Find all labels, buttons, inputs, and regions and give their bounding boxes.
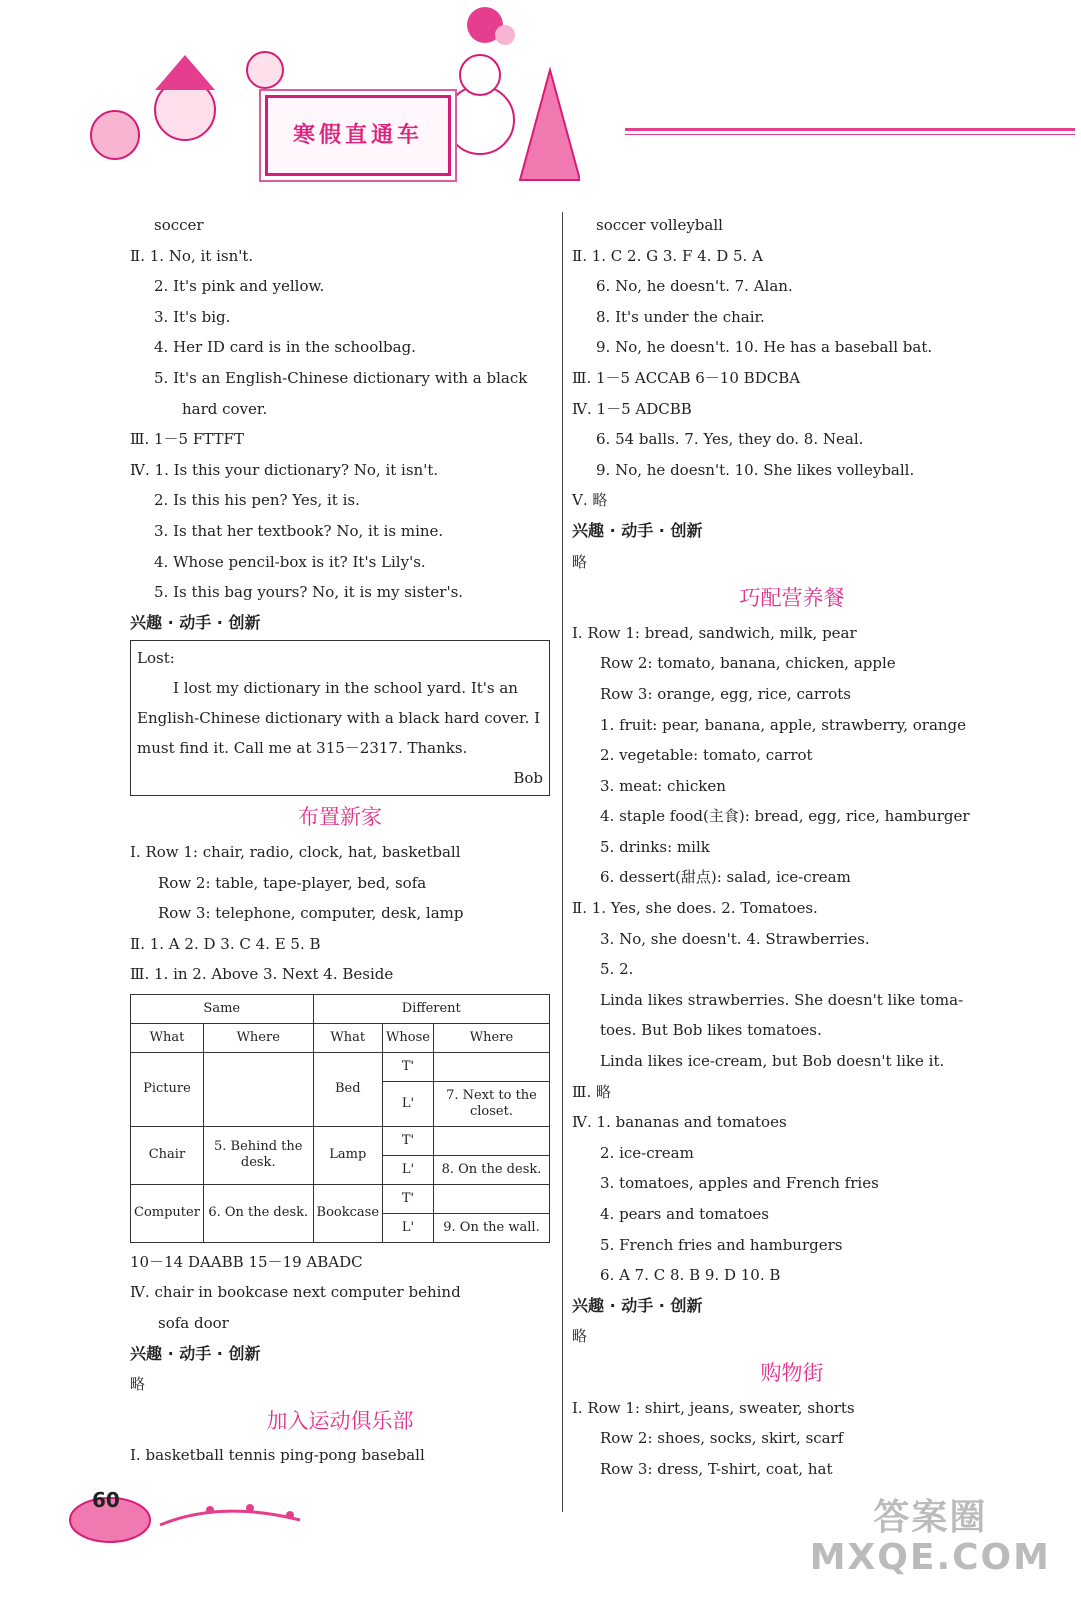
section-label: 兴趣 · 动手 · 创新 xyxy=(572,1295,703,1315)
table-cell: L' xyxy=(383,1213,434,1242)
table-cell xyxy=(433,1126,549,1155)
table-cell xyxy=(433,1052,549,1081)
table-cell: L' xyxy=(383,1081,434,1126)
comparison-table xyxy=(130,994,550,1243)
answer-line: Ⅲ. 1－5 ACCAB 6－10 BDCBA xyxy=(572,368,801,387)
table-cell: Bookcase xyxy=(313,1184,382,1242)
answer-line: Ⅳ. chair in bookcase next computer behind xyxy=(130,1283,461,1302)
answer-line: Ⅳ. 1－5 ADCBB xyxy=(572,399,692,418)
answer-line: 2. It's pink and yellow. xyxy=(154,277,325,296)
answer-line: Ⅱ. 1. C 2. G 3. F 4. D 5. A xyxy=(572,246,763,265)
answer-line: 1. fruit: pear, banana, apple, strawberry, orange xyxy=(600,715,967,734)
table-cell: T' xyxy=(383,1052,434,1081)
answer-line: 9. No, he doesn't. 10. She likes volleyball. xyxy=(596,460,915,479)
answer-line: Row 3: orange, egg, rice, carrots xyxy=(600,684,851,703)
section-label: 兴趣 · 动手 · 创新 xyxy=(130,612,261,632)
answer-line: sofa door xyxy=(158,1314,229,1333)
answer-line: 2. ice-cream xyxy=(600,1143,694,1162)
answer-line: soccer xyxy=(154,216,204,234)
header-rule-thin xyxy=(625,134,1075,135)
answer-line: Row 3: telephone, computer, desk, lamp xyxy=(158,904,464,923)
table-cell xyxy=(433,1184,549,1213)
answer-line: toes. But Bob likes tomatoes. xyxy=(600,1021,822,1040)
banner-box xyxy=(265,95,451,176)
header-rule xyxy=(625,128,1075,131)
answer-line: 6. No, he doesn't. 7. Alan. xyxy=(596,277,793,296)
answer-line: Row 2: table, tape-player, bed, sofa xyxy=(158,873,427,892)
answer-line: 8. It's under the chair. xyxy=(596,307,765,326)
answer-block xyxy=(130,210,550,608)
column-header: Where xyxy=(203,1023,313,1052)
answer-line: Ⅱ. 1. Yes, she does. 2. Tomatoes. xyxy=(572,899,818,918)
table-cell: L' xyxy=(383,1155,434,1184)
answer-line: Ⅲ. 略 xyxy=(572,1082,612,1101)
notice-line: English-Chinese dictionary with a black hard cover. I xyxy=(137,709,541,728)
table-cell: Bed xyxy=(313,1052,382,1126)
column-header: What xyxy=(313,1023,382,1052)
answer-line: 4. Whose pencil-box is it? It's Lily's. xyxy=(154,552,426,571)
column-header: Whose xyxy=(383,1023,434,1052)
table-header: Same xyxy=(131,994,314,1023)
notice-title: Lost: xyxy=(137,649,175,668)
watermark-url: MXQE.COM xyxy=(809,1537,1051,1578)
answer-line: Ⅲ. 1－5 FTTFT xyxy=(130,430,244,449)
answer-line: 3. Is that her textbook? No, it is mine. xyxy=(154,521,444,540)
answer-line: 3. tomatoes, apples and French fries xyxy=(600,1174,879,1193)
answer-line: Ⅰ. Row 1: shirt, jeans, sweater, shorts xyxy=(572,1398,855,1417)
section-heading: 加入运动俱乐部 xyxy=(266,1408,414,1433)
table-cell: 8. On the desk. xyxy=(433,1155,549,1184)
watermark xyxy=(810,1498,1051,1578)
answer-line: Row 3: dress, T-shirt, coat, hat xyxy=(600,1459,833,1478)
section-heading: 布置新家 xyxy=(298,805,382,830)
answer-line: Ⅱ. 1. A 2. D 3. C 4. E 5. B xyxy=(130,934,321,953)
banner-title: 寒假直通车 xyxy=(292,123,423,148)
answer-line: 4. staple food(主食): bread, egg, rice, hamburger xyxy=(600,807,970,826)
answer-line: 略 xyxy=(130,1375,146,1394)
table-cell: Computer xyxy=(131,1184,204,1242)
table-cell: 7. Next to the closet. xyxy=(433,1081,549,1126)
answer-line: 4. pears and tomatoes xyxy=(600,1205,769,1223)
column-header: What xyxy=(131,1023,204,1052)
answer-line: 2. vegetable: tomato, carrot xyxy=(600,746,813,765)
answer-line: 6. A 7. C 8. B 9. D 10. B xyxy=(600,1266,781,1285)
table-cell: 6. On the desk. xyxy=(203,1184,313,1242)
answer-line: Ⅱ. 1. No, it isn't. xyxy=(130,246,254,265)
answer-line: 5. It's an English-Chinese dictionary with a black xyxy=(154,368,528,387)
section-heading: 巧配营养餐 xyxy=(739,586,845,611)
answer-line: 略 xyxy=(572,552,588,571)
answer-line: 5. French fries and hamburgers xyxy=(600,1235,843,1254)
answer-line: Ⅲ. 1. in 2. Above 3. Next 4. Beside xyxy=(130,965,394,984)
answer-line: 5. Is this bag yours? No, it is my sister's. xyxy=(154,583,464,602)
section-label: 兴趣 · 动手 · 创新 xyxy=(130,1343,261,1363)
answer-line: 2. Is this his pen? Yes, it is. xyxy=(154,491,360,510)
answer-line: Ⅰ. basketball tennis ping-pong baseball xyxy=(130,1446,425,1465)
table-cell: Lamp xyxy=(313,1126,382,1184)
watermark-text: 答案圈 xyxy=(873,1497,988,1538)
answer-line: 10－14 DAABB 15－19 ABADC xyxy=(130,1252,363,1271)
answer-line: Ⅳ. 1. Is this your dictionary? No, it isn't. xyxy=(130,460,439,479)
answer-line: 6. dessert(甜点): salad, ice-cream xyxy=(600,868,851,887)
answer-line: 9. No, he doesn't. 10. He has a baseball bat. xyxy=(596,338,933,357)
section-heading: 购物街 xyxy=(760,1360,824,1385)
table-cell xyxy=(203,1052,313,1126)
answer-line: 3. meat: chicken xyxy=(600,776,726,795)
answer-line: Linda likes ice-cream, but Bob doesn't like it. xyxy=(600,1052,945,1071)
table-cell: T' xyxy=(383,1126,434,1155)
table-cell: T' xyxy=(383,1184,434,1213)
page-number: 60 xyxy=(92,1488,120,1512)
answer-line: 6. 54 balls. 7. Yes, they do. 8. Neal. xyxy=(596,430,864,449)
answer-line: 5. 2. xyxy=(600,960,634,979)
answer-line: Ⅳ. 1. bananas and tomatoes xyxy=(572,1113,787,1132)
answer-line: 5. drinks: milk xyxy=(600,837,710,856)
answer-line: Ⅰ. Row 1: bread, sandwich, milk, pear xyxy=(572,623,857,642)
notice-signature: Bob xyxy=(513,769,543,788)
lost-notice xyxy=(130,640,550,796)
left-column xyxy=(130,210,550,1471)
table-cell: 5. Behind the desk. xyxy=(203,1126,313,1184)
answer-line: Ⅴ. 略 xyxy=(572,491,608,510)
column-header: Where xyxy=(433,1023,549,1052)
answer-line: 4. Her ID card is in the schoolbag. xyxy=(154,338,416,357)
table-cell: Chair xyxy=(131,1126,204,1184)
table-cell: Picture xyxy=(131,1052,204,1126)
notice-line: must find it. Call me at 315－2317. Thanks. xyxy=(137,739,468,758)
table-cell: 9. On the wall. xyxy=(433,1213,549,1242)
section-label: 兴趣 · 动手 · 创新 xyxy=(572,520,703,540)
answer-line: Ⅰ. Row 1: chair, radio, clock, hat, basketball xyxy=(130,842,461,861)
answer-line: Linda likes strawberries. She doesn't like toma- xyxy=(600,990,964,1009)
page-header xyxy=(60,0,1070,200)
answer-line: hard cover. xyxy=(182,399,268,418)
column-divider xyxy=(562,212,563,1512)
answer-line: 略 xyxy=(572,1327,588,1346)
table-header: Different xyxy=(313,994,549,1023)
answer-line: 3. It's big. xyxy=(154,307,231,326)
answer-line: Row 2: shoes, socks, skirt, scarf xyxy=(600,1429,844,1448)
right-column xyxy=(572,210,1012,1484)
notice-line: I lost my dictionary in the school yard. It's an xyxy=(173,679,518,698)
answer-line: 3. No, she doesn't. 4. Strawberries. xyxy=(600,929,870,948)
answer-line: soccer volleyball xyxy=(596,216,723,234)
answer-line: Row 2: tomato, banana, chicken, apple xyxy=(600,654,896,673)
